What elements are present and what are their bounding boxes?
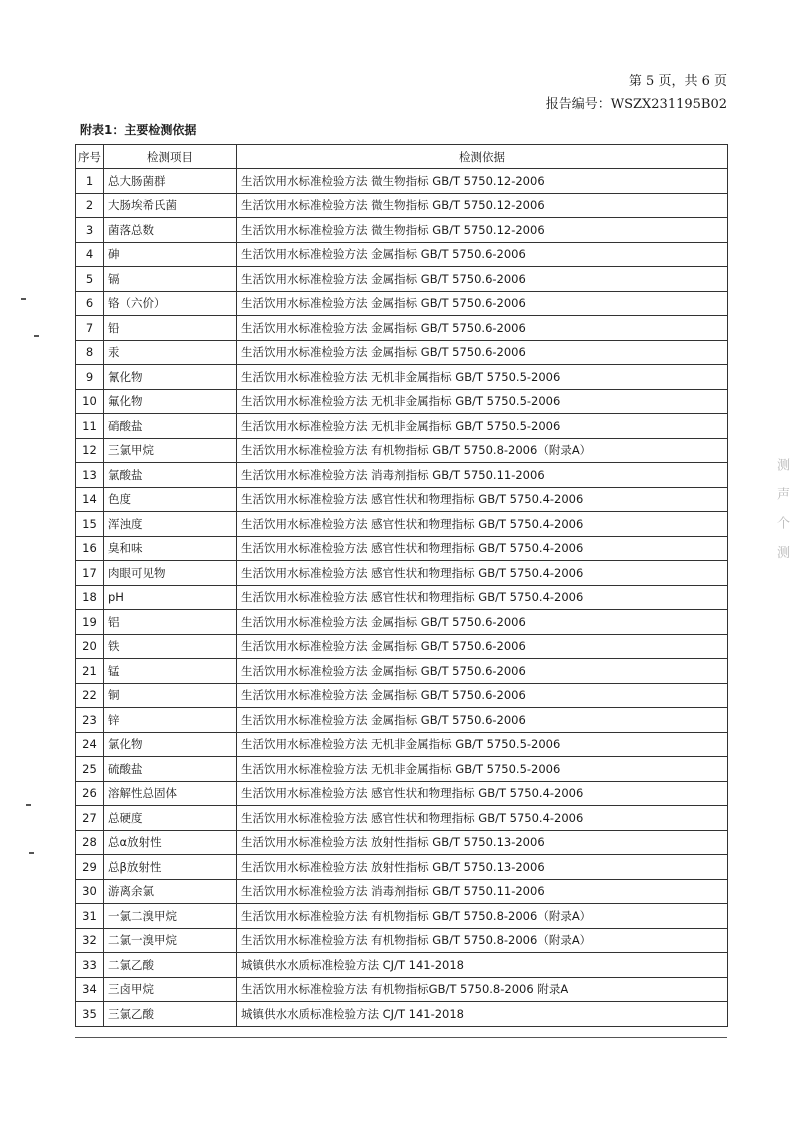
row-item: 硝酸盐 [104, 414, 237, 439]
table-row [76, 365, 728, 390]
table-row [76, 610, 728, 635]
row-item: 氯化物 [104, 732, 237, 757]
row-item: 色度 [104, 487, 237, 512]
row-item: 二氯乙酸 [104, 953, 237, 978]
row-seq: 35 [76, 1002, 104, 1027]
row-basis: 生活饮用水标准检验方法 有机物指标GB/T 5750.8-2006 附录A [237, 977, 728, 1002]
row-seq: 1 [76, 169, 104, 194]
row-basis: 生活饮用水标准检验方法 消毒剂指标 GB/T 5750.11-2006 [237, 463, 728, 488]
row-item: 三氯乙酸 [104, 1002, 237, 1027]
table-row [76, 659, 728, 684]
row-item: 二氯一溴甲烷 [104, 928, 237, 953]
row-basis: 生活饮用水标准检验方法 金属指标 GB/T 5750.6-2006 [237, 242, 728, 267]
row-item: 大肠埃希氏菌 [104, 193, 237, 218]
row-seq: 20 [76, 634, 104, 659]
table-row [76, 512, 728, 537]
row-basis: 生活饮用水标准检验方法 金属指标 GB/T 5750.6-2006 [237, 708, 728, 733]
row-seq: 29 [76, 855, 104, 880]
page-header [546, 70, 727, 116]
report-number: 报告编号：WSZX231195B02 [545, 97, 727, 112]
row-seq: 33 [76, 953, 104, 978]
row-seq: 5 [76, 267, 104, 292]
row-item: 溶解性总固体 [104, 781, 237, 806]
row-item: 汞 [104, 340, 237, 365]
table-row [76, 634, 728, 659]
row-seq: 3 [76, 218, 104, 243]
row-item: 铝 [104, 610, 237, 635]
row-seq: 18 [76, 585, 104, 610]
table-row [76, 242, 728, 267]
page-info: 第 5 页，共 6 页 [628, 74, 727, 89]
row-basis: 生活饮用水标准检验方法 金属指标 GB/T 5750.6-2006 [237, 291, 728, 316]
row-basis: 生活饮用水标准检验方法 金属指标 GB/T 5750.6-2006 [237, 610, 728, 635]
row-seq: 13 [76, 463, 104, 488]
row-seq: 7 [76, 316, 104, 341]
row-seq: 10 [76, 389, 104, 414]
row-seq: 17 [76, 561, 104, 586]
table-row [76, 193, 728, 218]
header-basis: 检测依据 [237, 145, 728, 169]
row-item: 镉 [104, 267, 237, 292]
table-row [76, 536, 728, 561]
row-basis: 生活饮用水标准检验方法 感官性状和物理指标 GB/T 5750.4-2006 [237, 487, 728, 512]
table-header-row [76, 145, 728, 169]
table-row [76, 585, 728, 610]
row-basis: 生活饮用水标准检验方法 感官性状和物理指标 GB/T 5750.4-2006 [237, 585, 728, 610]
table-row [76, 389, 728, 414]
row-basis: 生活饮用水标准检验方法 感官性状和物理指标 GB/T 5750.4-2006 [237, 806, 728, 831]
row-item: 氰化物 [104, 365, 237, 390]
row-item: 肉眼可见物 [104, 561, 237, 586]
table-row [76, 879, 728, 904]
row-basis: 生活饮用水标准检验方法 无机非金属指标 GB/T 5750.5-2006 [237, 757, 728, 782]
row-basis: 生活饮用水标准检验方法 有机物指标 GB/T 5750.8-2006（附录A） [237, 928, 728, 953]
row-item: 总α放射性 [104, 830, 237, 855]
table-row [76, 169, 728, 194]
row-item: 氯酸盐 [104, 463, 237, 488]
table-row [76, 806, 728, 831]
header-item: 检测项目 [104, 145, 237, 169]
scan-speck [26, 804, 31, 806]
row-item: 三氯甲烷 [104, 438, 237, 463]
row-basis: 生活饮用水标准检验方法 金属指标 GB/T 5750.6-2006 [237, 659, 728, 684]
row-item: 铜 [104, 683, 237, 708]
row-basis: 城镇供水水质标准检验方法 CJ/T 141-2018 [237, 1002, 728, 1027]
row-basis: 生活饮用水标准检验方法 放射性指标 GB/T 5750.13-2006 [237, 830, 728, 855]
row-seq: 34 [76, 977, 104, 1002]
table-row [76, 928, 728, 953]
row-item: 锌 [104, 708, 237, 733]
table-row [76, 340, 728, 365]
row-basis: 生活饮用水标准检验方法 无机非金属指标 GB/T 5750.5-2006 [237, 365, 728, 390]
row-item: 铅 [104, 316, 237, 341]
table-row [76, 953, 728, 978]
table-row [76, 732, 728, 757]
row-item: 铬（六价） [104, 291, 237, 316]
table-row [76, 267, 728, 292]
row-basis: 生活饮用水标准检验方法 有机物指标 GB/T 5750.8-2006（附录A） [237, 438, 728, 463]
row-item: 总大肠菌群 [104, 169, 237, 194]
table-row [76, 414, 728, 439]
row-seq: 15 [76, 512, 104, 537]
row-basis: 生活饮用水标准检验方法 感官性状和物理指标 GB/T 5750.4-2006 [237, 512, 728, 537]
table-row [76, 757, 728, 782]
row-seq: 4 [76, 242, 104, 267]
row-basis: 生活饮用水标准检验方法 消毒剂指标 GB/T 5750.11-2006 [237, 879, 728, 904]
row-seq: 30 [76, 879, 104, 904]
row-basis: 生活饮用水标准检验方法 无机非金属指标 GB/T 5750.5-2006 [237, 389, 728, 414]
table-row [76, 708, 728, 733]
row-seq: 8 [76, 340, 104, 365]
side-seal-mark: 测 声 个 测 [774, 458, 789, 565]
row-item: 一氯二溴甲烷 [104, 904, 237, 929]
row-item: 氟化物 [104, 389, 237, 414]
row-basis: 生活饮用水标准检验方法 金属指标 GB/T 5750.6-2006 [237, 683, 728, 708]
row-item: 锰 [104, 659, 237, 684]
header-seq: 序号 [76, 145, 104, 169]
row-basis: 生活饮用水标准检验方法 金属指标 GB/T 5750.6-2006 [237, 634, 728, 659]
row-seq: 11 [76, 414, 104, 439]
row-item: 铁 [104, 634, 237, 659]
table-row [76, 1002, 728, 1027]
row-seq: 31 [76, 904, 104, 929]
row-seq: 9 [76, 365, 104, 390]
bottom-rule [75, 1037, 727, 1038]
row-seq: 22 [76, 683, 104, 708]
row-seq: 24 [76, 732, 104, 757]
row-basis: 生活饮用水标准检验方法 无机非金属指标 GB/T 5750.5-2006 [237, 732, 728, 757]
table-row [76, 683, 728, 708]
row-basis: 生活饮用水标准检验方法 微生物指标 GB/T 5750.12-2006 [237, 169, 728, 194]
row-item: 臭和味 [104, 536, 237, 561]
row-basis: 生活饮用水标准检验方法 金属指标 GB/T 5750.6-2006 [237, 267, 728, 292]
row-seq: 19 [76, 610, 104, 635]
row-item: 砷 [104, 242, 237, 267]
table-row [76, 977, 728, 1002]
table-row [76, 316, 728, 341]
table-row [76, 781, 728, 806]
row-seq: 21 [76, 659, 104, 684]
row-seq: 6 [76, 291, 104, 316]
row-basis: 生活饮用水标准检验方法 感官性状和物理指标 GB/T 5750.4-2006 [237, 781, 728, 806]
row-seq: 2 [76, 193, 104, 218]
table-row [76, 561, 728, 586]
row-basis: 生活饮用水标准检验方法 有机物指标 GB/T 5750.8-2006（附录A） [237, 904, 728, 929]
detection-basis-table [75, 144, 728, 1027]
row-item: 菌落总数 [104, 218, 237, 243]
table-row [76, 855, 728, 880]
scan-speck [21, 298, 26, 300]
row-basis: 生活饮用水标准检验方法 感官性状和物理指标 GB/T 5750.4-2006 [237, 561, 728, 586]
row-item: 浑浊度 [104, 512, 237, 537]
row-seq: 26 [76, 781, 104, 806]
row-seq: 14 [76, 487, 104, 512]
row-basis: 生活饮用水标准检验方法 无机非金属指标 GB/T 5750.5-2006 [237, 414, 728, 439]
row-item: 游离余氯 [104, 879, 237, 904]
table-row [76, 218, 728, 243]
row-basis: 生活饮用水标准检验方法 金属指标 GB/T 5750.6-2006 [237, 340, 728, 365]
table-title: 附表1：主要检测依据 [80, 123, 197, 137]
row-basis: 生活饮用水标准检验方法 感官性状和物理指标 GB/T 5750.4-2006 [237, 536, 728, 561]
row-item: pH [104, 585, 237, 610]
table-row [76, 438, 728, 463]
row-basis: 生活饮用水标准检验方法 金属指标 GB/T 5750.6-2006 [237, 316, 728, 341]
row-basis: 生活饮用水标准检验方法 微生物指标 GB/T 5750.12-2006 [237, 193, 728, 218]
row-basis: 生活饮用水标准检验方法 放射性指标 GB/T 5750.13-2006 [237, 855, 728, 880]
table-row [76, 291, 728, 316]
row-seq: 27 [76, 806, 104, 831]
table-row [76, 463, 728, 488]
table-row [76, 904, 728, 929]
row-seq: 23 [76, 708, 104, 733]
row-seq: 25 [76, 757, 104, 782]
scan-speck [34, 335, 39, 337]
row-item: 总硬度 [104, 806, 237, 831]
row-seq: 16 [76, 536, 104, 561]
row-basis: 生活饮用水标准检验方法 微生物指标 GB/T 5750.12-2006 [237, 218, 728, 243]
row-item: 硫酸盐 [104, 757, 237, 782]
table-row [76, 830, 728, 855]
row-seq: 12 [76, 438, 104, 463]
row-item: 三卤甲烷 [104, 977, 237, 1002]
row-item: 总β放射性 [104, 855, 237, 880]
table-row [76, 487, 728, 512]
scan-speck [29, 852, 34, 854]
row-seq: 28 [76, 830, 104, 855]
row-basis: 城镇供水水质标准检验方法 CJ/T 141-2018 [237, 953, 728, 978]
row-seq: 32 [76, 928, 104, 953]
